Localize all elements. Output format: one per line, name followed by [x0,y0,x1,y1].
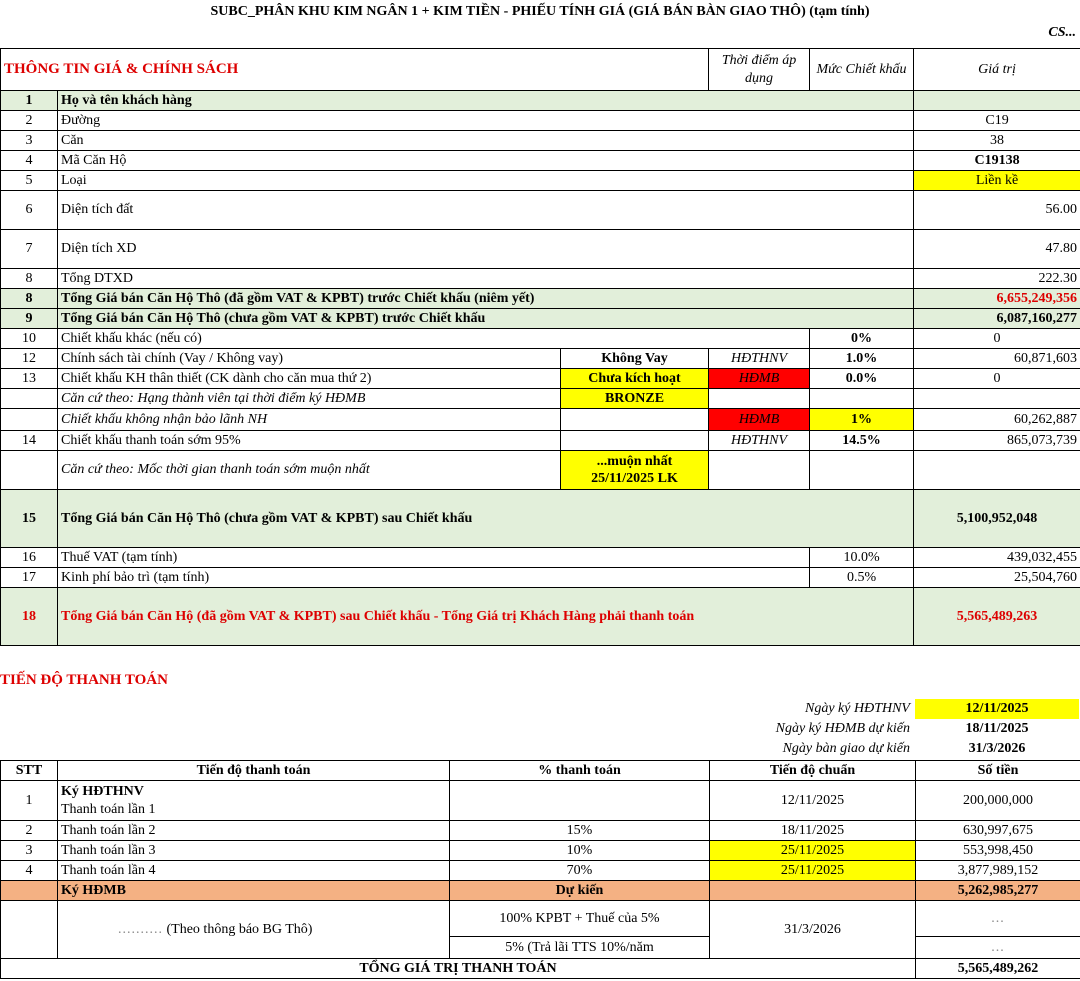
table-row [1,409,1080,431]
row-label: Chiết khấu KH thân thiết (CK dành cho căn mua thứ 2) [58,369,561,389]
row-number: 18 [1,588,58,646]
row-label: Thanh toán lần 3 [58,841,450,861]
meta-label-handover: Ngày bàn giao dự kiến [782,741,910,756]
milestone-line-1: ...muộn nhất [596,454,673,469]
row-number: 2 [1,111,58,131]
row-number: 13 [1,369,58,389]
row-number: 12 [1,349,58,369]
row-label: Loại [58,171,914,191]
row-label: Kinh phí bảo trì (tạm tính) [58,568,810,588]
table-row [1,821,1080,841]
table-row [1,490,1080,548]
row-percent: 5% (Trả lãi TTS 10%/năm [450,937,710,959]
row-number: 15 [1,490,58,548]
table-header-row [1,49,1080,91]
row-amount: 200,000,000 [916,781,1080,821]
row-discount: 10.0% [810,548,914,568]
row-label: Thanh toán lần 2 [58,821,450,841]
table-row [1,309,1080,329]
row-number: 10 [1,329,58,349]
row-discount: 1.0% [810,349,914,369]
row-amount: ... [916,901,1080,937]
row-schedule: 12/11/2025 [710,781,916,821]
row-label [58,781,450,821]
table-row [1,369,1080,389]
document-code: CS... [1048,25,1076,40]
table-row [1,329,1080,349]
row-label-line-2: Thanh toán lần 1 [61,801,156,817]
section-heading-price: THÔNG TIN GIÁ & CHÍNH SÁCH [1,49,709,91]
row-schedule: 18/11/2025 [710,821,916,841]
meta-value-hdmb: 18/11/2025 [965,721,1029,736]
row-label [58,901,450,959]
row-value: 56.00 [914,191,1080,230]
row-label: Diện tích đất [58,191,914,230]
finance-option[interactable]: Không Vay [561,349,709,369]
page-title: SUBC_PHÂN KHU KIM NGÂN 1 + KIM TIỀN - PHIẾU TÍNH GIÁ (GIÁ BÁN BÀN GIAO THÔ) (tạm tính) [210,4,870,19]
col-header-progress: Tiến độ thanh toán [58,761,450,781]
table-header-row [1,761,1080,781]
milestone-line-2: 25/11/2025 LK [591,471,678,486]
row-label: Thuế VAT (tạm tính) [58,548,810,568]
table-row [1,191,1080,230]
row-label: Thanh toán lần 4 [58,861,450,881]
row-label: Căn cứ theo: Hạng thành viên tại thời điểm ký HĐMB [58,389,561,409]
table-row [1,389,1080,409]
row-discount: 0% [810,329,914,349]
row-label: Tổng Giá bán Căn Hộ (đã gồm VAT & KPBT) sau Chiết khấu - Tổng Giá trị Khách Hàng phải thanh toán [58,588,914,646]
col-header-percent: % thanh toán [450,761,710,781]
row-number: 5 [1,171,58,191]
row-value: 47.80 [914,230,1080,269]
row-percent: Dự kiến [450,881,710,901]
row-schedule: 25/11/2025 [710,861,916,881]
row-label: Mã Căn Hộ [58,151,914,171]
table-row [1,451,1080,490]
table-row [1,289,1080,309]
row-label: Tổng Giá bán Căn Hộ Thô (chưa gồm VAT & KPBT) trước Chiết khấu [58,309,914,329]
row-percent: 70% [450,861,710,881]
col-header-schedule: Tiến độ chuẩn [710,761,916,781]
table-total-row [1,959,1080,979]
section-heading-payment: TIẾN ĐỘ THANH TOÁN [0,672,168,688]
row-label: Ký HĐMB [58,881,450,901]
table-row [1,861,1080,881]
table-row [1,881,1080,901]
row-label: Đường [58,111,914,131]
row-time: HĐMB [709,369,810,389]
row-value: 0 [914,369,1080,389]
table-row [1,151,1080,171]
total-label: TỔNG GIÁ TRỊ THANH TOÁN [1,959,916,979]
row-value: 38 [914,131,1080,151]
row-number: 7 [1,230,58,269]
price-info-table [0,48,1080,646]
row-time: HĐMB [709,409,810,431]
row-number: 3 [1,131,58,151]
table-row [1,230,1080,269]
row-number: 1 [1,781,58,821]
row-label: Tổng DTXD [58,269,914,289]
col-header-value: Giá trị [914,49,1080,91]
row-value: 865,073,739 [914,431,1080,451]
row-time: HĐTHNV [709,349,810,369]
row-schedule: 31/3/2026 [710,901,916,959]
row-amount: ... [916,937,1080,959]
row-value: 0 [914,329,1080,349]
row-percent: 100% KPBT + Thuế của 5% [450,901,710,937]
table-row [1,431,1080,451]
blurred-text: .......... [118,921,163,937]
row-number: 1 [1,91,58,111]
row-value: 439,032,455 [914,548,1080,568]
meta-label-hdmb: Ngày ký HĐMB dự kiến [775,721,910,736]
row-number: 4 [1,151,58,171]
row-value: C19 [914,111,1080,131]
row-label: Căn cứ theo: Mốc thời gian thanh toán sớm muộn nhất [58,451,561,490]
row-value: 5,100,952,048 [914,490,1080,548]
table-row [1,901,1080,937]
row-number: 9 [1,309,58,329]
row-label: Chính sách tài chính (Vay / Không vay) [58,349,561,369]
total-amount: 5,565,489,262 [916,959,1080,979]
row-value: Liền kề [914,171,1080,191]
table-row [1,588,1080,646]
table-row [1,841,1080,861]
table-row [1,111,1080,131]
row-schedule: 25/11/2025 [710,841,916,861]
meta-label-hdthnv: Ngày ký HĐTHNV [805,701,910,716]
row-value: C19138 [914,151,1080,171]
row-discount: 0.5% [810,568,914,588]
row-label: Họ và tên khách hàng [58,91,914,111]
row-discount: 0.0% [810,369,914,389]
row-amount: 5,262,985,277 [916,881,1080,901]
row-value: 25,504,760 [914,568,1080,588]
table-row [1,781,1080,821]
row-value: 6,655,249,356 [914,289,1080,309]
col-header-stt: STT [1,761,58,781]
row-number: 14 [1,431,58,451]
row-number: 17 [1,568,58,588]
row-value: 222.30 [914,269,1080,289]
row-number: 8 [1,269,58,289]
row-amount: 3,877,989,152 [916,861,1080,881]
meta-value-handover: 31/3/2026 [968,741,1026,756]
row-number: 8 [1,289,58,309]
row-label: Căn [58,131,914,151]
table-row [1,131,1080,151]
early-payment-milestone[interactable] [561,451,709,490]
col-header-discount: Mức Chiết khấu [810,49,914,91]
payment-schedule-table [0,760,1080,979]
table-row [1,91,1080,111]
row-label-line-1: Ký HĐTHNV [61,783,144,799]
row-value: 60,262,887 [914,409,1080,431]
row-percent: 15% [450,821,710,841]
row-number: 3 [1,841,58,861]
customer-name-value[interactable] [914,91,1080,111]
table-row [1,349,1080,369]
row-label: Chiết khấu thanh toán sớm 95% [58,431,561,451]
row-label: Diện tích XD [58,230,914,269]
row-discount: 1% [810,409,914,431]
row-percent: 10% [450,841,710,861]
row-number: 16 [1,548,58,568]
row-number: 2 [1,821,58,841]
row-number: 6 [1,191,58,230]
table-row [1,568,1080,588]
row-number: 4 [1,861,58,881]
row-value: 60,871,603 [914,349,1080,369]
table-row [1,269,1080,289]
row-amount: 630,997,675 [916,821,1080,841]
row-amount: 553,998,450 [916,841,1080,861]
row-time: HĐTHNV [709,431,810,451]
row-label: Chiết khấu không nhận bảo lãnh NH [58,409,561,431]
table-row [1,548,1080,568]
col-header-amount: Số tiền [916,761,1080,781]
meta-value-hdthnv: 12/11/2025 [915,699,1079,719]
row-value: 6,087,160,277 [914,309,1080,329]
table-row [1,171,1080,191]
row-discount: 14.5% [810,431,914,451]
row-value: 5,565,489,263 [914,588,1080,646]
membership-tier[interactable]: BRONZE [561,389,709,409]
loyalty-option[interactable]: Chưa kích hoạt [561,369,709,389]
row-label: Chiết khấu khác (nếu có) [58,329,810,349]
row-label: Tổng Giá bán Căn Hộ Thô (đã gồm VAT & KPBT) trước Chiết khấu (niêm yết) [58,289,914,309]
row-label-text: (Theo thông báo BG Thô) [166,921,313,937]
row-label: Tổng Giá bán Căn Hộ Thô (chưa gồm VAT & KPBT) sau Chiết khấu [58,490,914,548]
col-header-time: Thời điểm áp dụng [709,49,810,91]
